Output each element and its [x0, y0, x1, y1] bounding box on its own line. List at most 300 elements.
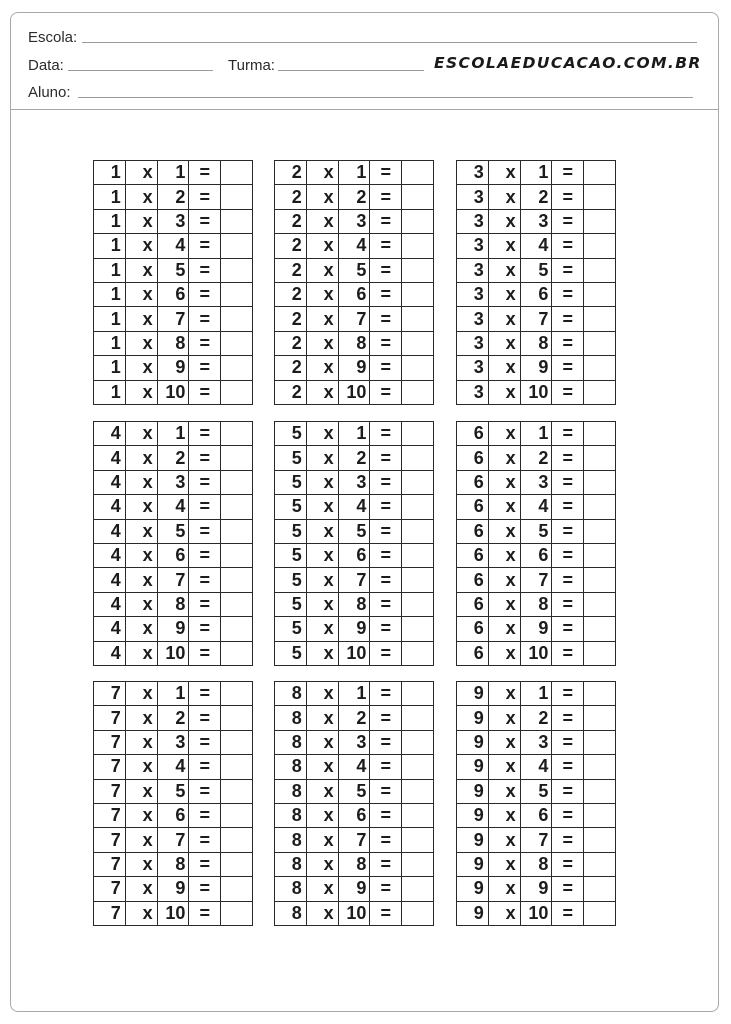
table-row [457, 446, 616, 470]
answer-cell[interactable] [402, 682, 434, 706]
table-row [94, 356, 253, 380]
multiplicand-cell: 5 [275, 617, 307, 641]
multiplicand-cell: 1 [94, 331, 126, 355]
table-row [457, 706, 616, 730]
answer-cell[interactable] [221, 185, 253, 209]
equals-cell: = [552, 519, 584, 543]
operator-cell: x [125, 209, 157, 233]
multiplicand-cell: 2 [275, 307, 307, 331]
multiplicand-cell: 4 [94, 543, 126, 567]
table-row [275, 234, 434, 258]
answer-cell[interactable] [584, 282, 616, 306]
answer-cell[interactable] [221, 161, 253, 185]
operator-cell: x [306, 706, 338, 730]
equals-cell: = [370, 755, 402, 779]
answer-cell[interactable] [584, 422, 616, 446]
multiplicand-cell: 9 [457, 682, 489, 706]
equals-cell: = [370, 617, 402, 641]
answer-cell[interactable] [402, 495, 434, 519]
student-field[interactable] [78, 97, 693, 98]
multiplier-cell: 6 [520, 803, 552, 827]
multiplier-cell: 3 [157, 470, 189, 494]
equals-cell: = [189, 730, 221, 754]
equals-cell: = [189, 641, 221, 665]
answer-cell[interactable] [402, 519, 434, 543]
answer-cell[interactable] [402, 617, 434, 641]
multiplier-cell: 1 [157, 682, 189, 706]
table-row [94, 901, 253, 925]
answer-cell[interactable] [221, 617, 253, 641]
answer-cell[interactable] [402, 852, 434, 876]
equals-cell: = [189, 682, 221, 706]
answer-cell[interactable] [221, 331, 253, 355]
answer-cell[interactable] [221, 901, 253, 925]
answer-cell[interactable] [402, 331, 434, 355]
multiplier-cell: 2 [338, 185, 370, 209]
operator-cell: x [306, 568, 338, 592]
operator-cell: x [125, 161, 157, 185]
equals-cell: = [552, 209, 584, 233]
multiplier-cell: 10 [157, 641, 189, 665]
table-row [275, 852, 434, 876]
table-row [94, 161, 253, 185]
equals-cell: = [189, 828, 221, 852]
multiplier-cell: 10 [520, 901, 552, 925]
table-row [94, 258, 253, 282]
answer-cell[interactable] [584, 209, 616, 233]
equals-cell: = [552, 331, 584, 355]
answer-cell[interactable] [221, 446, 253, 470]
equals-cell: = [370, 161, 402, 185]
equals-cell: = [552, 755, 584, 779]
operator-cell: x [306, 543, 338, 567]
multiplicand-cell: 2 [275, 161, 307, 185]
operator-cell: x [306, 422, 338, 446]
table-row [275, 706, 434, 730]
answer-cell[interactable] [584, 730, 616, 754]
operator-cell: x [125, 282, 157, 306]
multiplier-cell: 8 [338, 592, 370, 616]
multiplier-cell: 7 [338, 828, 370, 852]
answer-cell[interactable] [402, 282, 434, 306]
equals-cell: = [552, 282, 584, 306]
table-row [457, 779, 616, 803]
answer-cell[interactable] [221, 519, 253, 543]
operator-cell: x [306, 519, 338, 543]
equals-cell: = [552, 446, 584, 470]
table-row [275, 592, 434, 616]
equals-cell: = [552, 356, 584, 380]
answer-cell[interactable] [221, 877, 253, 901]
equals-cell: = [370, 209, 402, 233]
equals-cell: = [370, 730, 402, 754]
multiplier-cell: 6 [338, 803, 370, 827]
operator-cell: x [125, 234, 157, 258]
equals-cell: = [189, 161, 221, 185]
table-row [457, 470, 616, 494]
operator-cell: x [488, 519, 520, 543]
multiplier-cell: 10 [520, 641, 552, 665]
multiplicand-cell: 4 [94, 470, 126, 494]
operator-cell: x [488, 446, 520, 470]
multiplicand-cell: 6 [457, 470, 489, 494]
multiplier-cell: 9 [520, 877, 552, 901]
answer-cell[interactable] [221, 307, 253, 331]
multiplier-cell: 8 [520, 331, 552, 355]
answer-cell[interactable] [221, 568, 253, 592]
multiplier-cell: 1 [338, 161, 370, 185]
multiplicand-cell: 6 [457, 422, 489, 446]
answer-cell[interactable] [221, 209, 253, 233]
multiplicand-cell: 7 [94, 730, 126, 754]
answer-cell[interactable] [402, 877, 434, 901]
table-row [94, 779, 253, 803]
answer-cell[interactable] [221, 852, 253, 876]
date-field[interactable] [68, 70, 213, 71]
answer-cell[interactable] [221, 470, 253, 494]
operator-cell: x [488, 828, 520, 852]
multiplier-cell: 9 [157, 356, 189, 380]
times-table-7 [93, 681, 253, 926]
table-row [275, 161, 434, 185]
answer-cell[interactable] [221, 592, 253, 616]
multiplier-cell: 7 [338, 307, 370, 331]
multiplier-cell: 10 [338, 380, 370, 404]
table-row [457, 209, 616, 233]
answer-cell[interactable] [584, 185, 616, 209]
table-row [457, 852, 616, 876]
answer-cell[interactable] [221, 755, 253, 779]
times-table-9 [456, 681, 616, 926]
multiplicand-cell: 1 [94, 380, 126, 404]
operator-cell: x [306, 185, 338, 209]
multiplicand-cell: 2 [275, 380, 307, 404]
operator-cell: x [488, 356, 520, 380]
operator-cell: x [125, 755, 157, 779]
operator-cell: x [125, 495, 157, 519]
operator-cell: x [125, 877, 157, 901]
table-row [457, 234, 616, 258]
equals-cell: = [189, 422, 221, 446]
multiplier-cell: 10 [520, 380, 552, 404]
equals-cell: = [370, 641, 402, 665]
multiplier-cell: 2 [157, 706, 189, 730]
answer-cell[interactable] [584, 755, 616, 779]
answer-cell[interactable] [402, 258, 434, 282]
multiplicand-cell: 3 [457, 380, 489, 404]
answer-cell[interactable] [402, 161, 434, 185]
answer-cell[interactable] [584, 852, 616, 876]
answer-cell[interactable] [402, 828, 434, 852]
equals-cell: = [370, 682, 402, 706]
answer-cell[interactable] [221, 380, 253, 404]
multiplier-cell: 1 [157, 422, 189, 446]
equals-cell: = [189, 852, 221, 876]
multiplicand-cell: 1 [94, 161, 126, 185]
answer-cell[interactable] [402, 803, 434, 827]
table-row [94, 706, 253, 730]
equals-cell: = [189, 234, 221, 258]
multiplicand-cell: 8 [275, 803, 307, 827]
answer-cell[interactable] [221, 495, 253, 519]
multiplier-cell: 4 [338, 234, 370, 258]
answer-cell[interactable] [221, 258, 253, 282]
multiplier-cell: 7 [157, 307, 189, 331]
operator-cell: x [488, 161, 520, 185]
multiplicand-cell: 8 [275, 852, 307, 876]
answer-cell[interactable] [402, 568, 434, 592]
multiplicand-cell: 7 [94, 828, 126, 852]
multiplier-cell: 5 [520, 519, 552, 543]
multiplier-cell: 10 [338, 641, 370, 665]
operator-cell: x [306, 356, 338, 380]
multiplicand-cell: 2 [275, 258, 307, 282]
equals-cell: = [370, 828, 402, 852]
times-table-6 [456, 421, 616, 666]
table-row [457, 828, 616, 852]
answer-cell[interactable] [221, 803, 253, 827]
multiplicand-cell: 3 [457, 307, 489, 331]
answer-cell[interactable] [402, 446, 434, 470]
multiplicand-cell: 4 [94, 446, 126, 470]
answer-cell[interactable] [402, 422, 434, 446]
multiplier-cell: 4 [338, 495, 370, 519]
times-table-1 [93, 160, 253, 405]
multiplicand-cell: 3 [457, 234, 489, 258]
answer-cell[interactable] [584, 682, 616, 706]
multiplier-cell: 3 [157, 209, 189, 233]
table-row [94, 682, 253, 706]
table-row [94, 641, 253, 665]
operator-cell: x [306, 877, 338, 901]
answer-cell[interactable] [584, 258, 616, 282]
multiplicand-cell: 8 [275, 779, 307, 803]
answer-cell[interactable] [584, 828, 616, 852]
multiplicand-cell: 6 [457, 641, 489, 665]
answer-cell[interactable] [221, 543, 253, 567]
table-row [275, 779, 434, 803]
answer-cell[interactable] [402, 592, 434, 616]
equals-cell: = [552, 706, 584, 730]
equals-cell: = [552, 730, 584, 754]
answer-cell[interactable] [221, 828, 253, 852]
operator-cell: x [125, 730, 157, 754]
table-row [275, 185, 434, 209]
equals-cell: = [370, 592, 402, 616]
answer-cell[interactable] [221, 706, 253, 730]
answer-cell[interactable] [584, 446, 616, 470]
answer-cell[interactable] [584, 356, 616, 380]
multiplicand-cell: 7 [94, 779, 126, 803]
answer-cell[interactable] [584, 779, 616, 803]
answer-cell[interactable] [402, 755, 434, 779]
answer-cell[interactable] [221, 779, 253, 803]
answer-cell[interactable] [221, 730, 253, 754]
operator-cell: x [125, 568, 157, 592]
answer-cell[interactable] [402, 543, 434, 567]
answer-cell[interactable] [402, 380, 434, 404]
table-row [457, 161, 616, 185]
operator-cell: x [125, 592, 157, 616]
multiplier-cell: 5 [157, 779, 189, 803]
operator-cell: x [125, 380, 157, 404]
multiplier-cell: 2 [338, 706, 370, 730]
multiplier-cell: 1 [338, 682, 370, 706]
table-row [275, 568, 434, 592]
answer-cell[interactable] [584, 617, 616, 641]
table-row [457, 755, 616, 779]
answer-cell[interactable] [584, 495, 616, 519]
answer-cell[interactable] [584, 901, 616, 925]
answer-cell[interactable] [584, 331, 616, 355]
equals-cell: = [370, 852, 402, 876]
multiplicand-cell: 4 [94, 641, 126, 665]
multiplicand-cell: 4 [94, 422, 126, 446]
multiplicand-cell: 4 [94, 592, 126, 616]
answer-cell[interactable] [402, 356, 434, 380]
operator-cell: x [488, 568, 520, 592]
multiplicand-cell: 1 [94, 258, 126, 282]
operator-cell: x [125, 803, 157, 827]
operator-cell: x [488, 852, 520, 876]
answer-cell[interactable] [221, 682, 253, 706]
table-row [275, 495, 434, 519]
multiplicand-cell: 2 [275, 234, 307, 258]
table-row [457, 185, 616, 209]
answer-cell[interactable] [584, 519, 616, 543]
answer-cell[interactable] [402, 234, 434, 258]
table-row [94, 828, 253, 852]
multiplicand-cell: 2 [275, 185, 307, 209]
operator-cell: x [488, 706, 520, 730]
equals-cell: = [189, 470, 221, 494]
operator-cell: x [125, 470, 157, 494]
multiplier-cell: 4 [520, 495, 552, 519]
table-row [94, 568, 253, 592]
answer-cell[interactable] [402, 730, 434, 754]
answer-cell[interactable] [402, 901, 434, 925]
answer-cell[interactable] [584, 543, 616, 567]
operator-cell: x [125, 185, 157, 209]
answer-cell[interactable] [584, 592, 616, 616]
answer-cell[interactable] [584, 380, 616, 404]
multiplier-cell: 7 [157, 568, 189, 592]
answer-cell[interactable] [221, 356, 253, 380]
equals-cell: = [552, 307, 584, 331]
multiplicand-cell: 4 [94, 519, 126, 543]
operator-cell: x [488, 209, 520, 233]
answer-cell[interactable] [584, 307, 616, 331]
operator-cell: x [125, 706, 157, 730]
table-row [94, 519, 253, 543]
answer-cell[interactable] [584, 803, 616, 827]
table-row [457, 495, 616, 519]
equals-cell: = [370, 877, 402, 901]
multiplicand-cell: 8 [275, 901, 307, 925]
table-row [457, 258, 616, 282]
multiplier-cell: 5 [520, 258, 552, 282]
answer-cell[interactable] [402, 706, 434, 730]
table-row [94, 282, 253, 306]
table-row [275, 422, 434, 446]
answer-cell[interactable] [584, 706, 616, 730]
equals-cell: = [189, 803, 221, 827]
operator-cell: x [306, 803, 338, 827]
operator-cell: x [125, 356, 157, 380]
multiplicand-cell: 1 [94, 282, 126, 306]
multiplicand-cell: 3 [457, 282, 489, 306]
answer-cell[interactable] [584, 641, 616, 665]
answer-cell[interactable] [584, 568, 616, 592]
answer-cell[interactable] [402, 779, 434, 803]
multiplicand-cell: 1 [94, 234, 126, 258]
multiplier-cell: 10 [157, 380, 189, 404]
equals-cell: = [189, 519, 221, 543]
multiplier-cell: 6 [338, 543, 370, 567]
multiplicand-cell: 9 [457, 730, 489, 754]
operator-cell: x [125, 258, 157, 282]
multiplicand-cell: 5 [275, 641, 307, 665]
multiplier-cell: 2 [520, 706, 552, 730]
answer-cell[interactable] [221, 282, 253, 306]
multiplicand-cell: 6 [457, 617, 489, 641]
multiplicand-cell: 5 [275, 568, 307, 592]
table-row [457, 730, 616, 754]
answer-cell[interactable] [402, 185, 434, 209]
operator-cell: x [306, 828, 338, 852]
answer-cell[interactable] [584, 161, 616, 185]
multiplier-cell: 5 [157, 258, 189, 282]
equals-cell: = [370, 519, 402, 543]
multiplier-cell: 6 [338, 282, 370, 306]
multiplier-cell: 2 [338, 446, 370, 470]
answer-cell[interactable] [402, 470, 434, 494]
multiplicand-cell: 7 [94, 706, 126, 730]
multiplier-cell: 5 [520, 779, 552, 803]
table-row [94, 470, 253, 494]
multiplier-cell: 1 [520, 161, 552, 185]
equals-cell: = [370, 258, 402, 282]
table-row [275, 282, 434, 306]
school-field[interactable] [82, 42, 697, 43]
table-row [94, 755, 253, 779]
answer-cell[interactable] [402, 209, 434, 233]
answer-cell[interactable] [584, 470, 616, 494]
operator-cell: x [306, 617, 338, 641]
equals-cell: = [189, 543, 221, 567]
equals-cell: = [189, 185, 221, 209]
operator-cell: x [125, 901, 157, 925]
table-row [275, 470, 434, 494]
answer-cell[interactable] [584, 877, 616, 901]
multiplier-cell: 6 [520, 282, 552, 306]
multiplier-cell: 6 [157, 803, 189, 827]
answer-cell[interactable] [221, 234, 253, 258]
answer-cell[interactable] [402, 641, 434, 665]
equals-cell: = [370, 543, 402, 567]
answer-cell[interactable] [584, 234, 616, 258]
answer-cell[interactable] [221, 422, 253, 446]
multiplier-cell: 3 [338, 730, 370, 754]
multiplicand-cell: 9 [457, 901, 489, 925]
answer-cell[interactable] [221, 641, 253, 665]
table-row [275, 828, 434, 852]
multiplicand-cell: 3 [457, 258, 489, 282]
class-field[interactable] [278, 70, 424, 71]
multiplicand-cell: 3 [457, 209, 489, 233]
multiplicand-cell: 9 [457, 828, 489, 852]
answer-cell[interactable] [402, 307, 434, 331]
